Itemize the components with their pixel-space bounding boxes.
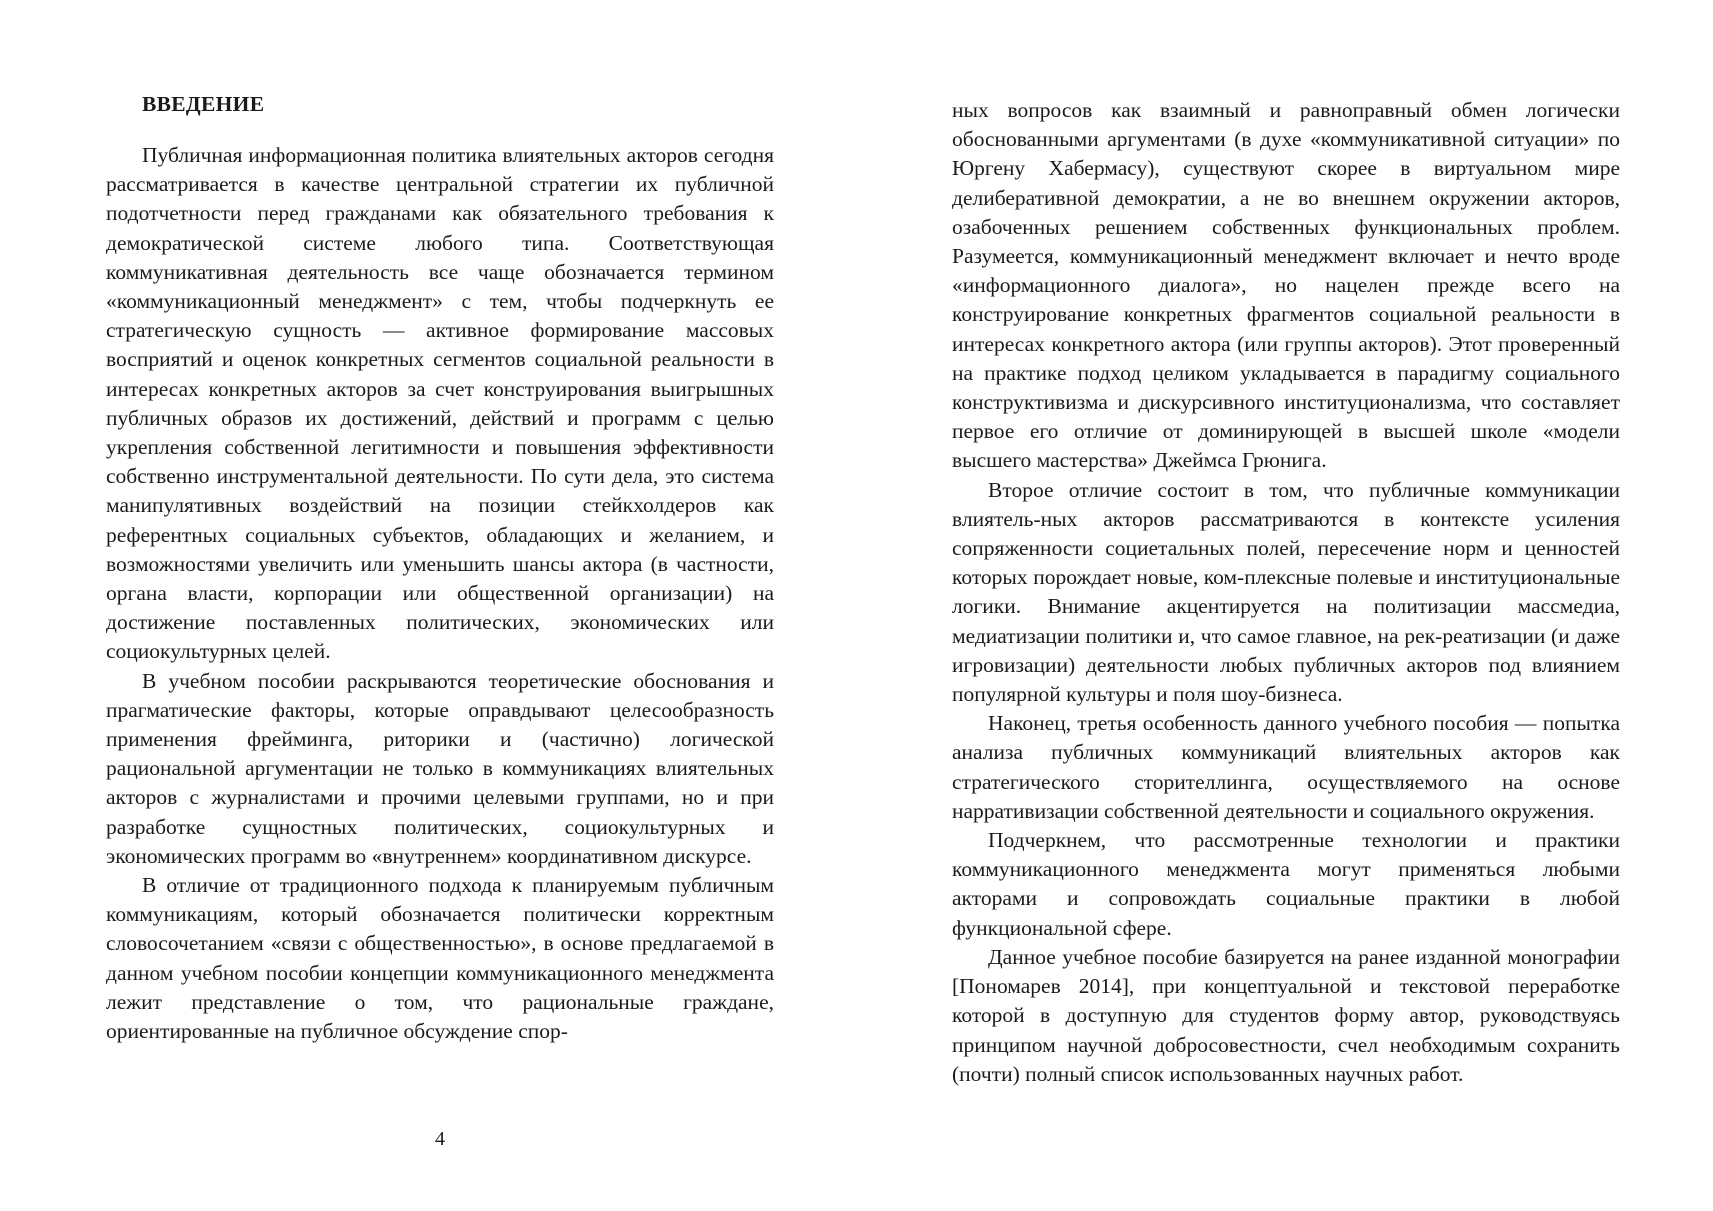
paragraph-continuation: ных вопросов как взаимный и равноправный обмен логически обоснованными аргументами (в духе «коммуникативной ситуации» по Юргену Хабермасу), существуют скорее в виртуальном мире делиберативной демократии, а не во внешнем окружении акторов, озабоченных решением собственных функциональных проблем. Разумеется, коммуникационный менеджмент включает и нечто вроде «информационного диалога», но нацелен прежде всего на конструирование конкретных фрагментов социальной реальности в интересах конкретного актора (или группы акторов). Этот проверенный на практике подход целиком укладывается в парадигму социального конструктивизма и дискурсивного институционализма, что составляет первое его отличие от доминирующей в высшей школе «модели высшего мастерства» Джеймса Грюнига. <box>952 98 1620 473</box>
section-heading: ВВЕДЕНИЕ <box>142 92 265 116</box>
paragraph: Данное учебное пособие базируется на ранее изданной монографии [Пономарев 2014], при концептуальной и текстовой переработке которой в доступную для студентов форму автор, руководствуясь принципом научной добросовестности, счел необходимым сохранить (почти) полный список использованных научных работ. <box>952 944 1620 1086</box>
left-page <box>0 0 856 1211</box>
paragraph: В учебном пособии раскрываются теоретические обоснования и прагматические факторы, которые оправдывают целесообразность применения фрейминга, риторики и (частично) логической рациональной аргументации не только в коммуникациях влиятельных акторов с журналистами и прочими целевыми группами, но и при разработке сущностных политических, социокультурных и экономических программ во «внутреннем» координативном дискурсе. <box>106 668 774 868</box>
page-number: 4 <box>435 1128 445 1150</box>
right-page <box>856 0 1713 1211</box>
paragraph: Наконец, третья особенность данного учебного пособия — попытка анализа публичных коммуникаций влиятельных акторов как стратегического сторителлинга, осуществляемого на основе нарративизации собственной деятельности и социального окружения. <box>952 711 1620 823</box>
paragraph: Второе отличие состоит в том, что публичные коммуникации влиятель-ных акторов рассматриваются в контексте усиления сопряженности социетальных полей, пересечение норм и ценностей которых порождает новые, ком-плексные полевые и институциональные логики. Внимание акцентируется на политизации массмедиа, медиатизации политики и, что самое главное, на рек-реатизации (и даже игровизации) деятельности любых публичных акторов под влиянием популярной культуры и поля шоу-бизнеса. <box>952 477 1620 707</box>
paragraph: Публичная информационная политика влиятельных акторов сегодня рассматривается в качестве центральной стратегии их публичной подотчетности перед гражданами как обязательного требования к демократической системе любого типа. Соответствующая коммуникативная деятельность все чаще обозначается термином «коммуникационный менеджмент» с тем, чтобы подчеркнуть ее стратегическую сущность — активное формирование массовых восприятий и оценок конкретных сегментов социальной реальности в интересах конкретных акторов за счет конструирования выигрышных публичных образов их достижений, действий и программ с целью укрепления собственной легитимности и повышения эффективности собственно инструментальной деятельности. По сути дела, это система манипулятивных воздействий на позиции стейкхолдеров как референтных социальных субъектов, обладающих и желанием, и возможностями увеличить или уменьшить шансы актора (в частности, органа власти, корпорации или общественной организации) на достижение поставленных политических, экономических или социокультурных целей. <box>106 143 774 664</box>
paragraph: Подчеркнем, что рассмотренные технологии и практики коммуникационного менеджмента могут применяться любыми акторами и сопровождать социальные практики в любой функциональной сфере. <box>952 828 1620 940</box>
paragraph: В отличие от традиционного подхода к планируемым публичным коммуникациям, который обозначается политически корректным словосочетанием «связи с общественностью», в основе предлагаемой в данном учебном пособии концепции коммуникационного менеджмента лежит представление о том, что рациональные граждане, ориентированные на публичное обсуждение спор- <box>106 873 774 1044</box>
left-page-text-column <box>106 90 774 1046</box>
right-page-text-column <box>952 96 1620 1089</box>
